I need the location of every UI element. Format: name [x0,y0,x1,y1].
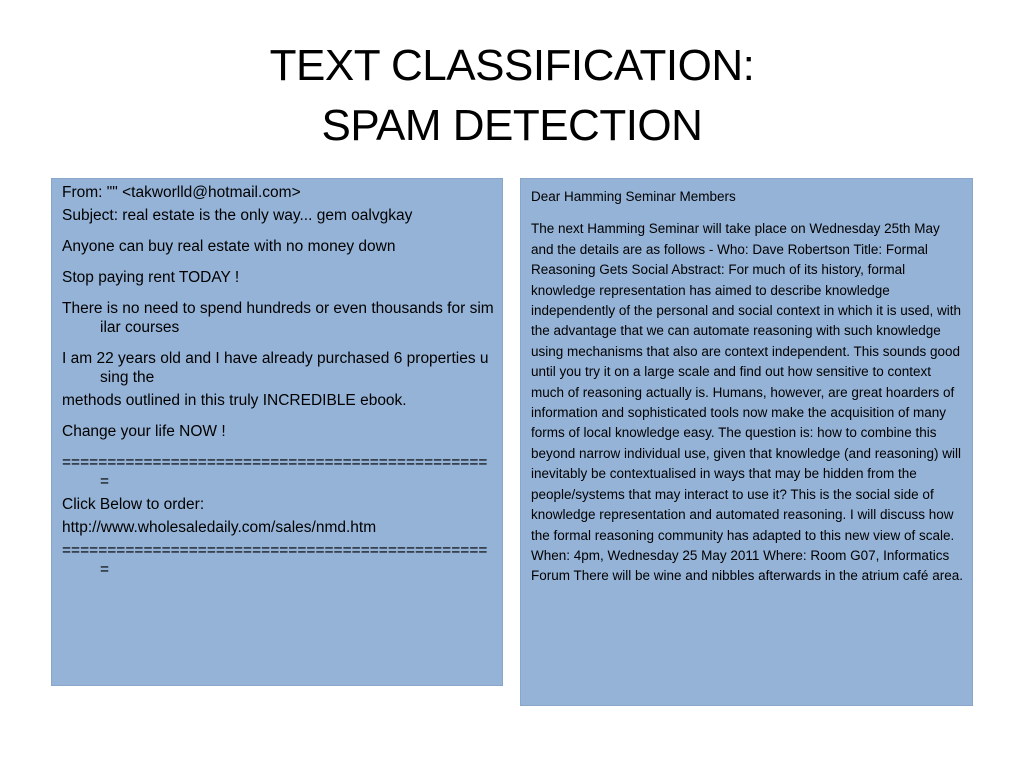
email-subject: Subject: real estate is the only way... gem oalvgkay [62,207,413,224]
spam-line-rent: Stop paying rent TODAY ! [62,269,240,286]
slide-title-line-1: TEXT CLASSIFICATION: [269,41,755,90]
spam-line-change: Change your life NOW ! [62,423,226,440]
spam-line-courses: There is no need to spend hundreds or even thousands for similar courses [62,300,494,336]
spam-url: http://www.wholesaledaily.com/sales/nmd.htm [62,519,377,536]
separator-bottom: ================================================ [62,542,488,578]
ham-greeting: Dear Hamming Seminar Members [531,189,736,204]
slide-title-line-2: SPAM DETECTION [321,101,703,150]
slide-title [0,36,1024,156]
separator-top: ================================================ [62,454,488,490]
ham-body: The next Hamming Seminar will take place on Wednesday 25th May and the details are as follows - Who: Dave Robertson Title: Formal Reasoning Gets Social Abstract: For much of its history, formal knowledge representation has aimed to describe knowledge independently of the personal and social context in which it is used, with the advantage that we can automate reasoning with such knowledge using mechanisms that also are context independent. This sounds good until you try it on a large scale and find out how sensitive to context much of reasoning actually is. Humans, however, are great hoarders of information and sophisticated tools now make the acquisition of many forms of local knowledge easy. The question is: how to combine this beyond narrow individual use, given that knowledge (and reasoning) will inevitably be contextualised in ways that may be hidden from the people/systems that may interact to use it? This is the social side of knowledge representation and automated reasoning. I will discuss how the formal reasoning community has adapted to this new view of scale. When: 4pm, Wednesday 25 May 2011 Where: Room G07, Informatics Forum There will be wine and nibbles afterwards in the atrium café area. [531,221,963,584]
email-from: From: "" <takworlld@hotmail.com> [62,184,301,201]
spam-line-click-below: Click Below to order: [62,496,205,513]
spam-email-box [51,178,503,686]
spam-line-methods: methods outlined in this truly INCREDIBLE ebook. [62,392,407,409]
spam-line-age: I am 22 years old and I have already purchased 6 properties using the [62,350,489,386]
ham-email-box [520,178,973,706]
spam-line-no-money: Anyone can buy real estate with no money down [62,238,396,255]
